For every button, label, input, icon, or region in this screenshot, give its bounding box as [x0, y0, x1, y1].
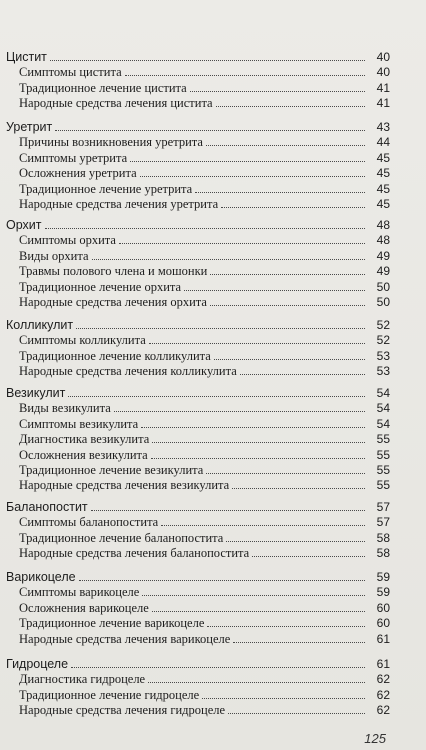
toc-entry [6, 295, 390, 309]
toc-entry-page: 48 [376, 233, 390, 248]
dot-leader [50, 60, 365, 61]
toc-section [6, 500, 390, 514]
toc-entry [6, 151, 390, 165]
dot-leader [161, 525, 365, 526]
toc-section-page: 57 [376, 500, 390, 514]
page-number: 125 [364, 731, 386, 746]
dot-leader [184, 290, 365, 291]
toc-entry-title: Симптомы баланопостита [19, 515, 159, 530]
toc-entry-page: 40 [376, 65, 390, 80]
toc-section-title: Гидроцеле [6, 657, 69, 671]
toc-entry-page: 45 [376, 166, 390, 181]
toc-entry-title: Традиционное лечение орхита [19, 279, 182, 294]
toc-section [6, 657, 390, 671]
toc-entry-title: Виды орхита [19, 248, 89, 263]
dot-leader [195, 192, 365, 193]
toc-entry-page: 53 [376, 348, 390, 363]
toc-entry [6, 616, 390, 630]
toc-entry [6, 96, 390, 110]
dot-leader [149, 343, 365, 344]
toc-entry [6, 417, 390, 431]
toc-section-title: Уретрит [6, 120, 53, 134]
toc-entry [6, 65, 390, 79]
dot-leader [55, 130, 365, 131]
dot-leader [130, 161, 365, 162]
toc-section-title: Везикулит [6, 386, 66, 400]
toc-section [6, 50, 390, 64]
toc-entry-page: 62 [376, 687, 390, 702]
toc-entry-title: Симптомы орхита [19, 233, 116, 248]
toc-entry-title: Осложнения уретрита [19, 166, 137, 181]
toc-entry-title: Народные средства лечения колликулита [19, 364, 237, 379]
dot-leader [114, 411, 365, 412]
toc-entry-page: 44 [376, 135, 390, 150]
dot-leader [240, 374, 365, 375]
dot-leader [202, 698, 365, 699]
toc-entry-page: 58 [376, 546, 390, 561]
toc-entry [6, 401, 390, 415]
toc-entry-page: 55 [376, 447, 390, 462]
dot-leader [210, 274, 365, 275]
dot-leader [221, 207, 365, 208]
toc-section-page: 43 [376, 120, 390, 134]
toc-entry-title: Народные средства лечения орхита [19, 295, 207, 309]
toc-entry-page: 62 [376, 672, 390, 687]
toc-section-title: Колликулит [6, 318, 74, 332]
toc-entry [6, 463, 390, 477]
dot-leader [207, 626, 365, 627]
toc-entry [6, 703, 390, 717]
dot-leader [228, 713, 365, 714]
toc-entry-page: 54 [376, 416, 390, 431]
toc-entry [6, 546, 390, 560]
toc-entry [6, 364, 390, 378]
toc-entry-page: 53 [376, 364, 390, 379]
dot-leader [152, 442, 365, 443]
toc-entry-page: 55 [376, 463, 390, 477]
toc-entry-page: 54 [376, 401, 390, 416]
dot-leader [252, 556, 365, 557]
toc-entry-page: 41 [376, 96, 390, 111]
toc-entry-title: Традиционное лечение колликулита [19, 348, 211, 363]
dot-leader [91, 510, 365, 511]
toc-entry-title: Симптомы варикоцеле [19, 585, 140, 600]
dot-leader [151, 458, 365, 459]
toc-entry-title: Традиционное лечение варикоцеле [19, 616, 205, 631]
toc-entry-page: 49 [376, 248, 390, 263]
dot-leader [148, 682, 365, 683]
toc-entry-page: 57 [376, 515, 390, 530]
toc-entry [6, 448, 390, 462]
toc-entry [6, 166, 390, 180]
toc-entry-title: Народные средства лечения везикулита [19, 478, 230, 493]
toc-entry-title: Симптомы уретрита [19, 150, 128, 165]
dot-leader [233, 642, 365, 643]
toc-entry-title: Осложнения варикоцеле [19, 600, 149, 615]
toc-entry [6, 585, 390, 599]
dot-leader [68, 396, 365, 397]
toc-entry [6, 515, 390, 529]
toc-section [6, 386, 390, 400]
toc-entry-title: Диагностика везикулита [19, 432, 150, 447]
toc-entry-title: Виды везикулита [19, 401, 111, 416]
toc-entry-title: Причины возникновения уретрита [19, 135, 203, 150]
toc-entry [6, 182, 390, 196]
toc-section-page: 59 [376, 570, 390, 584]
toc-entry [6, 349, 390, 363]
toc-section-page: 61 [376, 657, 390, 671]
toc-entry-page: 45 [376, 181, 390, 196]
toc-entry-title: Симптомы везикулита [19, 416, 139, 431]
toc-entry-title: Диагностика гидроцеле [19, 672, 146, 687]
toc-entry [6, 531, 390, 545]
toc-entry-title: Осложнения везикулита [19, 447, 148, 462]
toc-section-page: 48 [376, 218, 390, 232]
toc-section-page: 52 [376, 318, 390, 332]
dot-leader [45, 228, 366, 229]
dot-leader [76, 328, 365, 329]
toc-entry [6, 264, 390, 278]
dot-leader [216, 106, 365, 107]
toc-entry [6, 632, 390, 646]
toc-entry-title: Народные средства лечения гидроцеле [19, 703, 226, 718]
toc-entry-page: 55 [376, 432, 390, 447]
toc-entry [6, 81, 390, 95]
dot-leader [206, 145, 365, 146]
toc-section [6, 318, 390, 332]
toc-entry-page: 45 [376, 150, 390, 165]
toc-entry-title: Традиционное лечение гидроцеле [19, 687, 200, 702]
dot-leader [141, 427, 365, 428]
dot-leader [152, 611, 365, 612]
dot-leader [92, 259, 365, 260]
toc-entry [6, 135, 390, 149]
toc-entry-page: 62 [376, 703, 390, 718]
dot-leader [190, 91, 365, 92]
toc-entry-page: 55 [376, 478, 390, 493]
toc-entry-page: 52 [376, 333, 390, 348]
toc-entry-page: 45 [376, 197, 390, 211]
toc-section-title: Баланопостит [6, 500, 88, 514]
toc-entry-title: Травмы полового члена и мошонки [19, 264, 208, 279]
toc-entry [6, 333, 390, 347]
toc-entry-page: 50 [376, 295, 390, 309]
dot-leader [210, 305, 365, 306]
toc-section [6, 218, 390, 232]
dot-leader [71, 667, 365, 668]
toc-entry [6, 233, 390, 247]
toc-section-title: Цистит [6, 50, 47, 64]
dot-leader [226, 541, 365, 542]
toc-entry-page: 59 [376, 585, 390, 600]
dot-leader [142, 595, 365, 596]
toc-entry-title: Традиционное лечение цистита [19, 80, 187, 95]
toc-entry [6, 478, 390, 492]
toc-entry-title: Традиционное лечение баланопостита [19, 530, 224, 545]
toc-entry [6, 197, 390, 211]
dot-leader [140, 176, 365, 177]
toc-entry-page: 50 [376, 279, 390, 294]
toc-entry-page: 41 [376, 80, 390, 95]
toc-entry-page: 58 [376, 530, 390, 545]
toc-entry [6, 432, 390, 446]
toc-section-page: 40 [376, 50, 390, 64]
toc-entry [6, 688, 390, 702]
toc-entry-page: 60 [376, 616, 390, 631]
dot-leader [125, 75, 365, 76]
toc-entry [6, 672, 390, 686]
toc-section [6, 570, 390, 584]
toc-entry-title: Традиционное лечение везикулита [19, 463, 204, 477]
dot-leader [119, 243, 365, 244]
dot-leader [79, 580, 365, 581]
toc-entry-title: Народные средства лечения цистита [19, 96, 213, 111]
toc-entry [6, 280, 390, 294]
dot-leader [214, 359, 365, 360]
toc-entry-page: 49 [376, 264, 390, 279]
toc-entry-title: Народные средства лечения варикоцеле [19, 631, 231, 646]
toc-entry-title: Народные средства лечения баланопостита [19, 546, 250, 561]
toc-entry-page: 61 [376, 631, 390, 646]
toc-section-title: Варикоцеле [6, 570, 76, 584]
toc-section-title: Орхит [6, 218, 42, 232]
dot-leader [206, 473, 365, 474]
dot-leader [232, 488, 365, 489]
toc-entry-title: Симптомы цистита [19, 65, 122, 80]
toc-section-page: 54 [376, 386, 390, 400]
toc-entry-page: 60 [376, 600, 390, 615]
toc-entry [6, 249, 390, 263]
toc-entry-title: Традиционное лечение уретрита [19, 181, 193, 196]
toc-entry-title: Симптомы колликулита [19, 333, 146, 348]
toc-section [6, 120, 390, 134]
toc-entry [6, 601, 390, 615]
toc-entry-title: Народные средства лечения уретрита [19, 197, 219, 211]
